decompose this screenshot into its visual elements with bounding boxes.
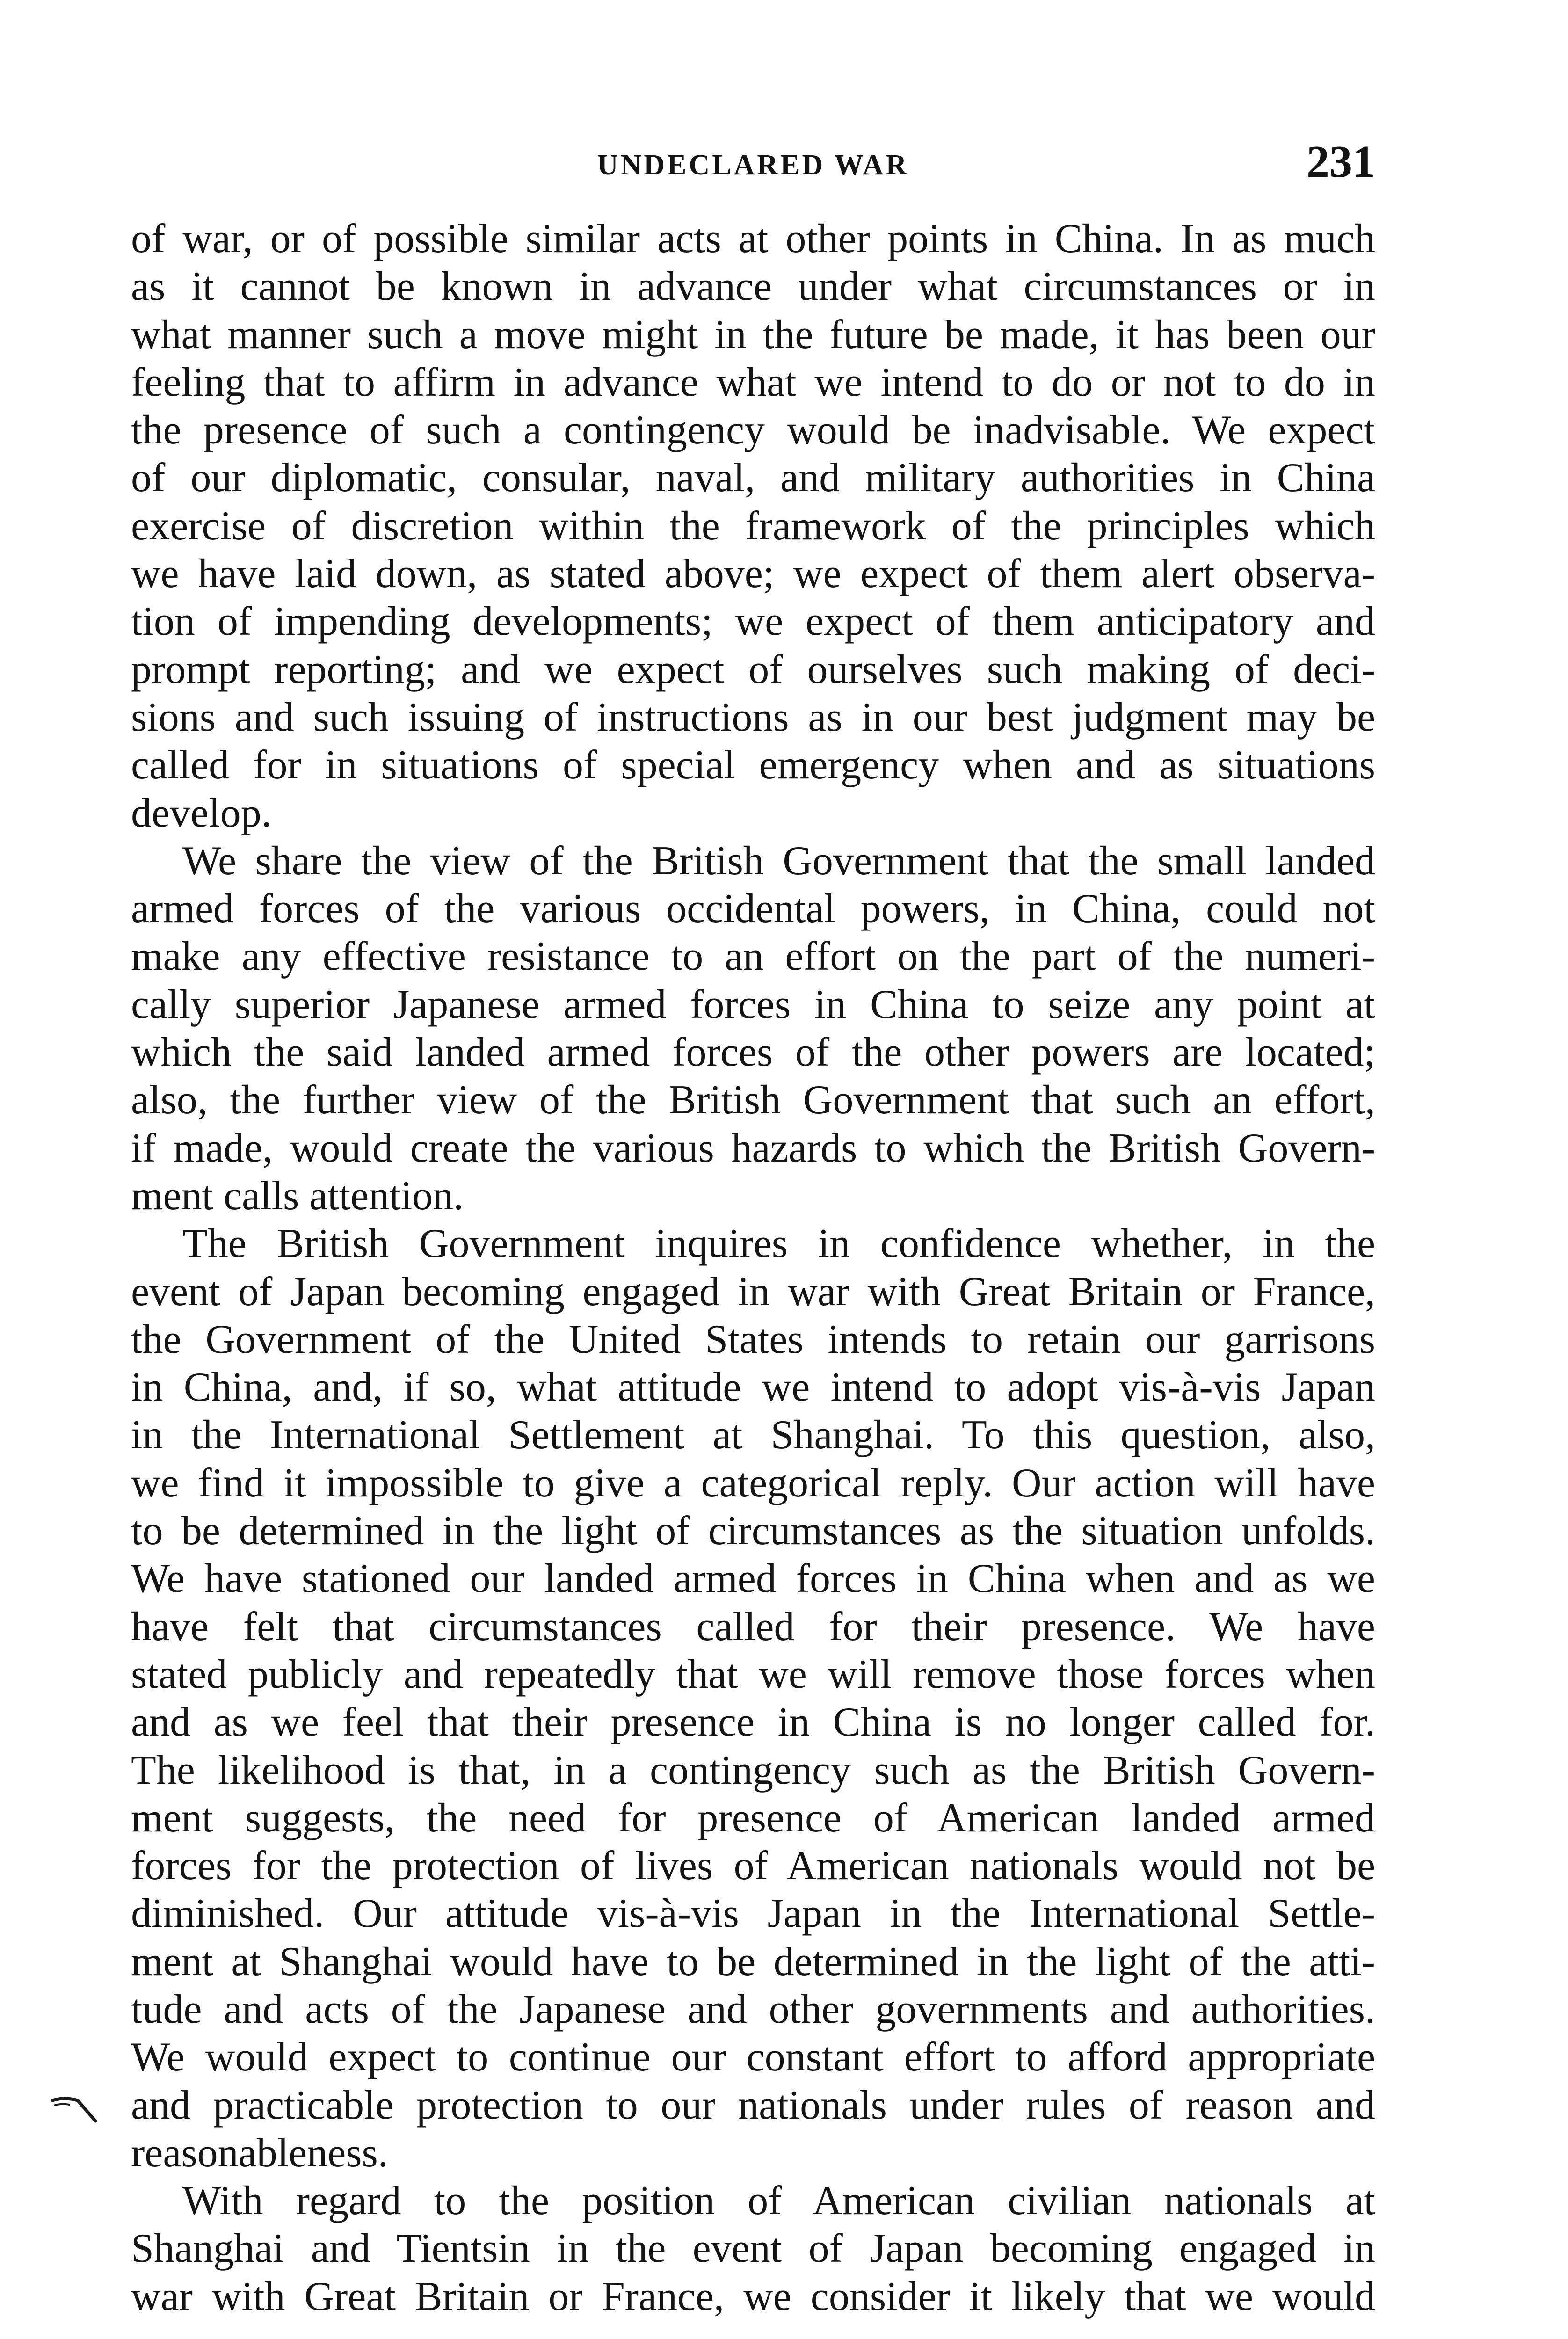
text-line: stated publicly and repeatedly that we will remove those forces when <box>131 1651 1375 1697</box>
text-line: With regard to the position of American civilian nationals at <box>182 2178 1375 2224</box>
text-line: as it cannot be known in advance under what circumstances or in <box>131 264 1375 310</box>
text-line: We share the view of the British Government that the small landed <box>182 838 1375 884</box>
text-line: of our diplomatic, consular, naval, and military authorities in China <box>131 455 1375 501</box>
text-line: the presence of such a contingency would be inadvisable. We expect <box>131 407 1375 453</box>
text-line: in the International Settlement at Shanghai. To this question, also, <box>131 1412 1375 1458</box>
text-line: if made, would create the various hazards to which the British Govern- <box>131 1125 1375 1171</box>
body-text <box>131 215 1375 2321</box>
text-line: in China, and, if so, what attitude we intend to adopt vis-à-vis Japan <box>131 1365 1375 1410</box>
text-line: to be determined in the light of circumstances as the situation unfolds. <box>131 1508 1375 1554</box>
text-line: war with Great Britain or France, we consider it likely that we would <box>131 2274 1375 2319</box>
text-line: reasonableness. <box>131 2130 388 2176</box>
text-line: We would expect to continue our constant effort to afford appropriate <box>131 2034 1375 2080</box>
text-line: also, the further view of the British Government that such an effort, <box>131 1077 1375 1123</box>
text-line: ment calls attention. <box>131 1173 464 1219</box>
page-number: 231 <box>1307 137 1375 187</box>
text-line: which the said landed armed forces of the other powers are located; <box>131 1030 1375 1075</box>
text-line: tion of impending developments; we expect of them anticipatory and <box>131 599 1375 645</box>
text-line: forces for the protection of lives of American nationals would not be <box>131 1843 1375 1889</box>
text-line: tude and acts of the Japanese and other governments and authorities. <box>131 1986 1375 2032</box>
text-line: have felt that circumstances called for their presence. We have <box>131 1604 1375 1649</box>
text-line: cally superior Japanese armed forces in China to seize any point at <box>131 981 1375 1027</box>
page-header <box>131 136 1375 192</box>
text-line: The British Government inquires in confidence whether, in the <box>182 1221 1375 1267</box>
text-line: prompt reporting; and we expect of ourselves such making of deci- <box>131 646 1375 692</box>
text-line: exercise of discretion within the framework of the principles which <box>131 503 1375 549</box>
text-line: the Government of the United States intends to retain our garrisons <box>131 1316 1375 1362</box>
text-line: develop. <box>131 790 272 836</box>
text-line: and as we feel that their presence in China is no longer called for. <box>131 1700 1375 1745</box>
text-line: The likelihood is that, in a contingency such as the British Govern- <box>131 1747 1375 1793</box>
text-line: diminished. Our attitude vis-à-vis Japan in the International Settle- <box>131 1891 1375 1937</box>
text-line: what manner such a move might in the future be made, it has been our <box>131 312 1375 357</box>
text-line: called for in situations of special emergency when and as situations <box>131 742 1375 788</box>
text-line: Shanghai and Tientsin in the event of Japan becoming engaged in <box>131 2226 1375 2272</box>
text-line: sions and such issuing of instructions as in our best judgment may be <box>131 694 1375 740</box>
text-line: armed forces of the various occidental powers, in China, could not <box>131 886 1375 932</box>
running-head: UNDECLARED WAR <box>597 149 909 181</box>
text-line: we find it impossible to give a categorical reply. Our action will have <box>131 1460 1375 1506</box>
text-line: We have stationed our landed armed forces in China when and as we <box>131 1556 1375 1602</box>
text-line: of war, or of possible similar acts at other points in China. In as much <box>131 216 1375 262</box>
text-line: we have laid down, as stated above; we expect of them alert observa- <box>131 551 1375 597</box>
text-line: and practicable protection to our nationals under rules of reason and <box>131 2082 1375 2128</box>
margin-mark-icon <box>51 2090 102 2128</box>
text-line: ment at Shanghai would have to be determined in the light of the atti- <box>131 1939 1375 1984</box>
text-line: make any effective resistance to an effort on the part of the numeri- <box>131 934 1375 980</box>
text-line: event of Japan becoming engaged in war with Great Britain or France, <box>131 1269 1375 1315</box>
text-line: ment suggests, the need for presence of American landed armed <box>131 1795 1375 1841</box>
text-line: feeling that to affirm in advance what we intend to do or not to do in <box>131 359 1375 405</box>
